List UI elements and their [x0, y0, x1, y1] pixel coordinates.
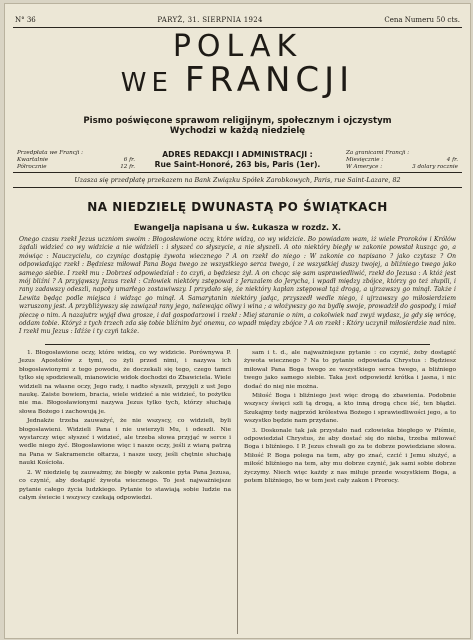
- paragraph: 1. Błogosławione oczy, które widzą, co wy widzicie. Porównywa P. Jezus Apostołów z tymi, co żyli przed nimi, i nazywa ich błogosławionymi z tego powodu, że doczekali się tego, czego tamci tylko się spodziewali, mianowicie widok dochodzi do Zbawiciela. Wiele widzieli na własne oczy, Jego rady, i nadto słyszeli, przyjęli z ust Jego naukę. Zaiste bowiem, bracia, wiele widzieć a nie widzieć, to pożytku nie ma. Błogosławionymi nazywa Jezus tylko tych, którzy słuchają słowa Bożego i zachowują je.: [19, 350, 231, 415]
- section-rule: [45, 344, 430, 345]
- editorial-address: [141, 150, 334, 170]
- subscription-france-heading: Przedpłata we Francji :: [17, 150, 84, 156]
- subscription-france: [17, 150, 135, 171]
- masthead-topline: [15, 14, 460, 26]
- title-francji: FRANCJI: [184, 60, 355, 100]
- paragraph: 2. W niedzielę tę zauważmy, że biegły w zakonie pyta Pana Jezusa, co czynić, aby dostąpić żywota wiecznego. To jest najważniejsze pytanie całego życia ludzkiego. Pytanie to stawiają sobie ludzie na całym świecie i wszyscy czekają odpowiedzi.: [19, 469, 231, 501]
- newspaper-page: [4, 3, 471, 639]
- paragraph: 3. Doskonale tak jak przystało nad człowieka biegłego w Piśmie, odpowiedział Chrystus, że aby dostać się do nieba, trzeba miłować Boga i bliźniego. I P. Jezus chwali go za te dobrze powiedziane słowa. Miłość P. Boga polega na tem, aby go znać, czcić i Jemu służyć, a miłość bliźniego na tem, aby mu dobrze czynić, jak sami sobie dobrze życzymy. Niech więc każdy z nas miłuje przede wszystkiem Boga, a potem bliźniego, bo w tem jest cały zakon i Prorocy.: [244, 427, 456, 485]
- subtitle: [5, 116, 470, 136]
- payment-notice: Uzasza się przedpłatę przekazem na Bank Związku Spółek Zarobkowych, Paris, rue Saint-Lazare, 82: [74, 176, 401, 184]
- subscription-abroad: [346, 150, 458, 171]
- price: Cena Numeru 50 cts.: [384, 16, 460, 24]
- subscription-row: [17, 164, 135, 171]
- address-line2: Rue Saint-Honoré, 263 bis, Paris (1er).: [154, 160, 321, 169]
- subscription-row: [346, 157, 458, 164]
- subscription-abroad-heading: Za granicami Francji :: [346, 150, 410, 156]
- subscription-row: [346, 164, 458, 171]
- paragraph: sam i t. d., ale najważniejsze pytanie : co czynić, żeby dostąpić żywota wiecznego ? Na to pytanie odpowiada Chrystus : Będziesz miłował Pana Boga twego ze wszystkiego serca twego, a bliźniego twego jako samego siebie. Taka jest odpowiedź krótka i jasna, i nic dodać do niej nie można.: [244, 350, 456, 390]
- subscription-label: Kwartalnie: [17, 157, 49, 163]
- article-headline: NA NIEDZIELĘ DWUNASTĄ PO ŚWIĄTKACH: [87, 200, 388, 214]
- address-line1: ADRES REDAKCJI I ADMINISTRACJI :: [162, 150, 313, 159]
- subscription-value: 3 dolary rocznie: [412, 164, 458, 170]
- subtitle-line2: Wychodzi w każdą niedzielę: [169, 126, 306, 136]
- subscription-value: 12 fr.: [120, 164, 135, 170]
- subscription-row: [17, 157, 135, 164]
- subscription-label: Półrocznie: [17, 164, 47, 170]
- notice-rule-top: [13, 172, 462, 173]
- notice-rule-bottom: [13, 187, 462, 188]
- title-we-francji: [5, 62, 470, 101]
- issue-number: N° 36: [15, 16, 36, 24]
- column-divider: [237, 349, 238, 634]
- gospel-text: Onego czasu rzekł Jezus uczniom swoim : Błogosławione oczy, które widzą, co wy widzicie. Bo powiadam wam, iż wiele Proroków i Królów żądali widzieć co wy widzicie a nie widzieli : i słyszeć co słyszycie, a nie słyszeli. A oto niektóry biegły w zakonie powstał kusząc go, a mówiąc : Nauczycielu, co czyniąc dostąpię żywota wiecznego ? A on rzekł do niego : W zakonie co napisano ? jako czytasz ? On odpowiadając rzekł : Będziesz miłował Pana Boga twego ze wszystkiego serca twego, i ze wszystkiej duszy twojej, a bliźniego twego jako samego siebie. I rzekł mu : Dobrześ odpowiedział : to czyń, a będziesz żył. A on chcąc się sam usprawiedliwić, rzekł do Jezusa : A któż jest mój bliźni ? A przyjąwszy Jezus rzekł : Człowiek niektóry zstępował z Jeruzalem do Jerycha, i wpadł między zbójce, którzy go też złupili, i rany zadawszy odeszli, napoły umarłego zostawiwszy. I przydało się, że niektóry kapłan zstępował tąż drogą, a ujrzawszy go minął. Także i Lewita będąc podle miejsca i widząc go minął. A Samarytanin niektóry jadąc, przyszedł wedle niego, i ujrzawszy go miłosierdziem wzruszony jest. A przybliżywszy się zawiązał rany jego, nalewając oliwy i wina ; a włożywszy go na bydlę swoje, prowadził do gospody, i miał pieczę o nim. A nazajutrz wyjął dwa grosze, i dał gospodarzowi i rzekł : Miej staranie o nim, a cokolwiek nad zwyż wydasz, ja gdy się wrócę, oddam tobie. Któryż z tych trzech zda się tobie bliźnim być onemu, co wpadł między zbójce ? A on rzekł : Który uczynił miłosierdzie nad nim. I rzekł mu Jezus : Idźże i ty czyń także.: [19, 236, 456, 336]
- title-polak: POLAK: [172, 29, 303, 64]
- column-right: [244, 349, 456, 503]
- paragraph: Miłość Boga i bliźniego jest więc drogą do zbawienia. Podobnie wszyscy święci szli tą drogą, a kto inną drogą chce iść, ten błądzi. Szukajmy tedy najprzód królestwa Bożego i sprawiedliwości jego, a to wszystko będzie nam przydane.: [244, 393, 456, 425]
- paragraph: Jednakże trzeba zauważyć, że nie wszyscy, co widzieli, byli błogosławieni. Widzieli Pana i nie uwierzyli Mu, i odeszli. Nie wystarczy więc słyszeć i widzieć, ale trzeba słowa przyjąć w serce i wedle niego żyć. Błogosławione więc i nasze oczy, jeśli z wiarą patrzą na Pana w Sakramencie ołtarza, i nasze uszy, jeśli chętnie słuchają nauki Kościoła.: [19, 418, 231, 467]
- top-rule: [13, 27, 462, 28]
- gospel-heading: Ewangelja napisana u św. Łukasza w rozdz. X.: [133, 223, 342, 232]
- subscription-label: Miesięcznie :: [346, 157, 384, 163]
- subscription-label: W Ameryce :: [346, 164, 383, 170]
- title-we: WE: [120, 68, 173, 98]
- subtitle-line1: Pismo poświęcone sprawom religijnym, społecznym i ojczystym: [83, 116, 392, 126]
- column-left: [19, 349, 231, 503]
- place-date: PARYŻ, 31. SIERPNIA 1924: [157, 16, 263, 24]
- subscription-value: 4 fr.: [446, 157, 458, 163]
- subscription-value: 6 fr.: [123, 157, 135, 163]
